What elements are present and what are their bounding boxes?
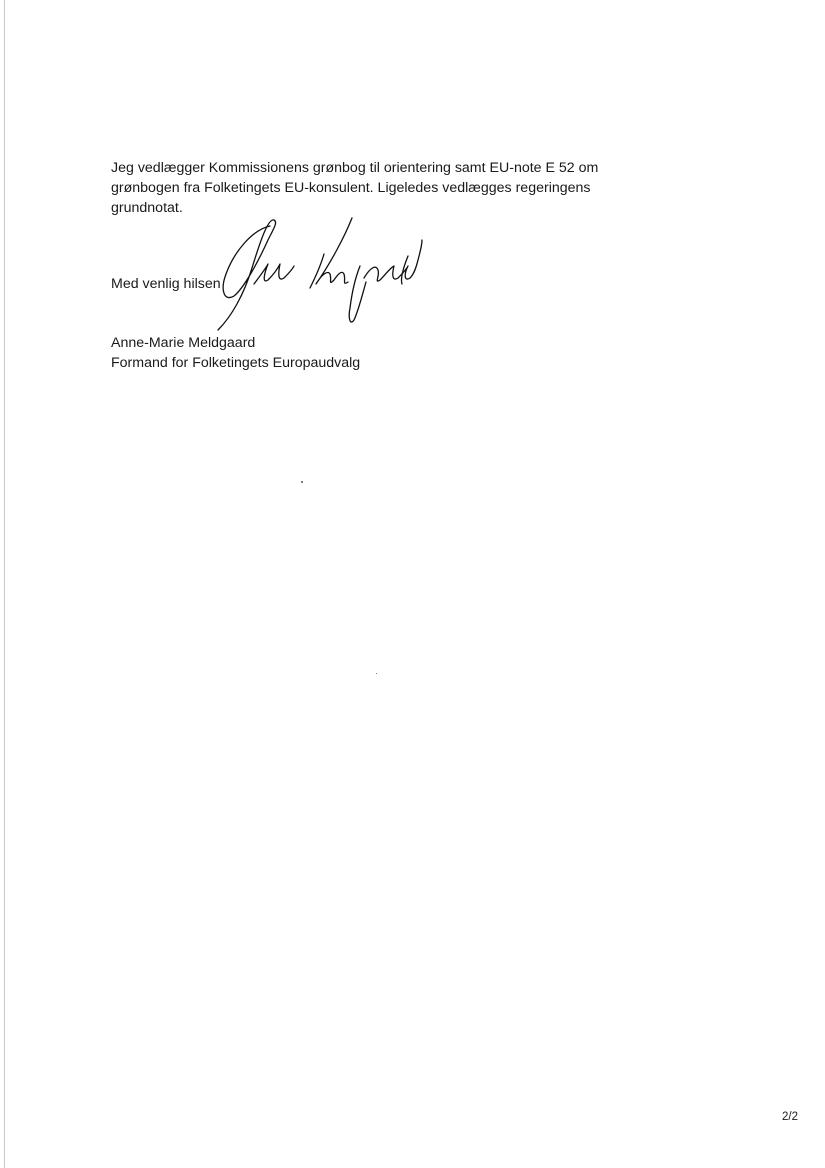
scan-edge-line <box>4 0 5 1168</box>
signer-name: Anne-Marie Meldgaard <box>111 335 256 351</box>
scan-speck <box>301 481 303 483</box>
closing-greeting: Med venlig hilsen <box>111 276 221 292</box>
signature-icon <box>212 212 427 337</box>
signer-block <box>111 333 360 373</box>
body-line: Jeg vedlægger Kommissionens grønbog til orientering samt EU-note E 52 om <box>111 160 599 176</box>
signer-title: Formand for Folketingets Europaudvalg <box>111 355 361 371</box>
body-line: grønbogen fra Folketingets EU-konsulent. Ligeledes vedlægges regeringens <box>111 180 591 196</box>
body-paragraph <box>111 158 631 218</box>
scan-speck <box>376 673 377 674</box>
body-line: grundnotat. <box>111 200 183 216</box>
page-number: 2/2 <box>782 1111 798 1123</box>
